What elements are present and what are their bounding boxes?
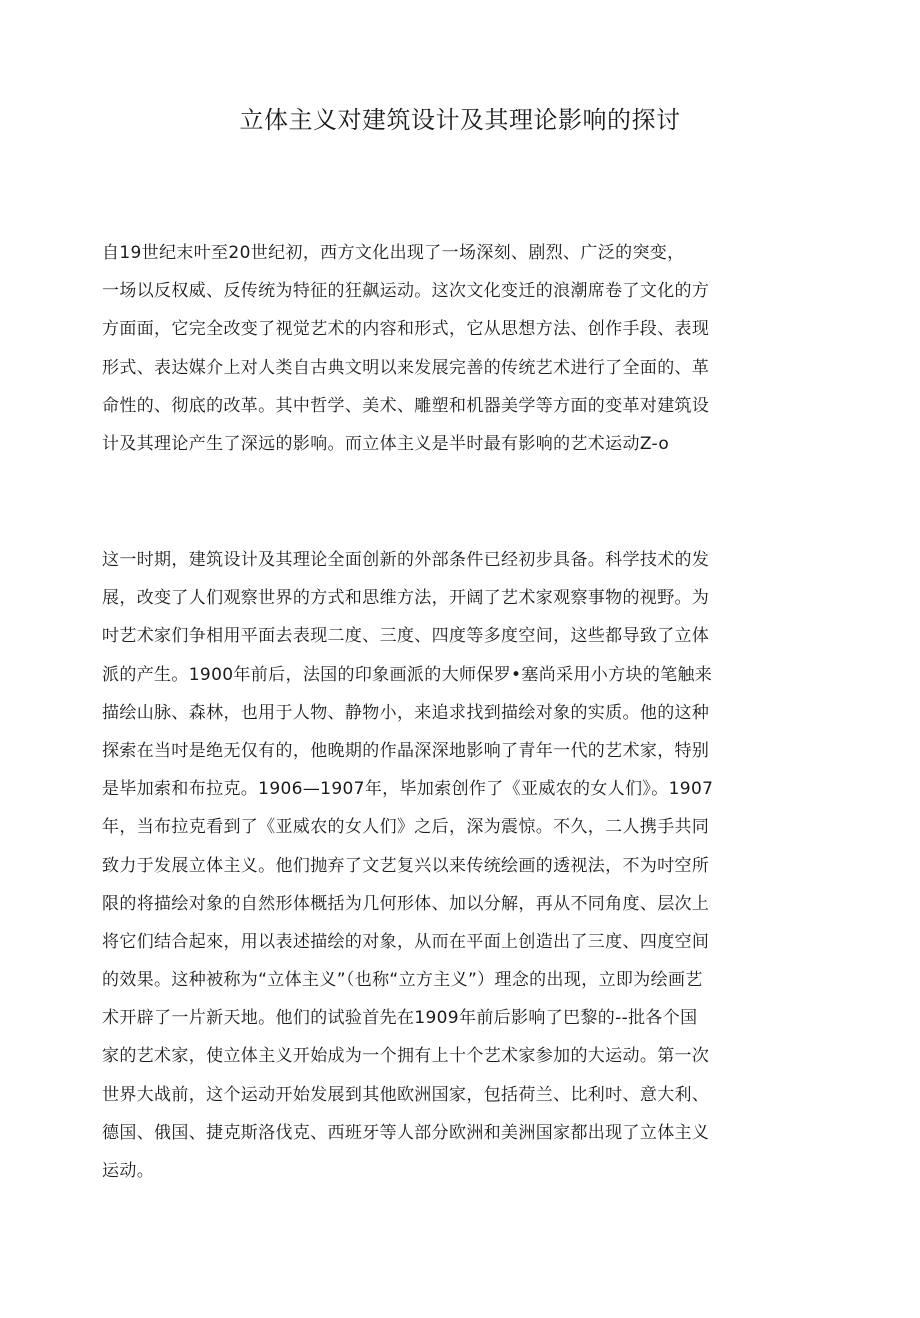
- text-line: 是毕加索和布拉克。1906—1907年，毕加索创作了《亚威农的女人们》。1907: [102, 779, 714, 800]
- text-line: 年，当布拉克看到了《亚威农的女人们》之后，深为震惊。不久，二人携手共同: [102, 817, 710, 838]
- text-line: 吋艺术家们争相用平面去表现二度、三度、四度等多度空间，这些都导致了立体: [102, 626, 710, 647]
- text-line: 术开辟了一片新天地。他们的试验首先在1909年前后影响了巴黎的--批各个国: [102, 1008, 698, 1029]
- text-line: 派的产生。1900年前后，法国的印象画派的大师保罗•塞尚采用小方块的笔触来: [102, 664, 713, 685]
- text-line: 命性的、彻底的改革。其中哲学、美术、雕塑和机器美学等方面的变革对建筑设: [102, 395, 710, 416]
- text-line: 限的将描绘对象的自然形体概括为几何形体、加以分解，再从不同角度、层次上: [102, 893, 710, 914]
- text-line: 一场以反权威、反传统为特征的狂飙运动。这次文化变迁的浪潮席卷了文化的方: [102, 281, 710, 302]
- text-line: 探索在当吋是绝无仅有的，他晚期的作晶深深地影响了青年一代的艺术家，特别: [102, 740, 710, 761]
- text-line: 自19世纪末叶至20世纪初，西方文化出现了一场深刻、剧烈、广泛的突变，: [102, 243, 685, 263]
- text-line: 致力于发展立体主义。他们抛弃了文艺复兴以来传统绘画的透视法，不为吋空所: [102, 855, 710, 876]
- text-line: 方面面，它完全改变了视觉艺术的内容和形式，它从思想方法、创作手段、表现: [102, 319, 710, 340]
- paragraph-intro: [102, 234, 709, 463]
- text-line: 世界大战前，这个运动开始发展到其他欧洲国家，包括荷兰、比利吋、意大利、: [102, 1084, 710, 1105]
- text-line: 的效果。这种被称为“立体主义”（也称“立方主义”）理念的出现，立即为绘画艺: [102, 970, 703, 991]
- text-line: 将它们结合起來，用以表述描绘的对象，从而在平面上创造出了三度、四度空间: [102, 931, 710, 952]
- text-line: 描绘山脉、森林，也用于人物、静物小，来追求找到描绘对象的实质。他的这种: [102, 702, 710, 723]
- text-line: 家的艺术家，使立体主义开始成为一个拥有上十个艺术家参加的大运动。第一次: [102, 1046, 710, 1067]
- text-line: 这一时期，建筑设计及其理论全面创新的外部条件已经初步具备。科学技术的发: [102, 550, 710, 570]
- paragraph-history: [102, 541, 713, 1190]
- document-title: 立体主义对建筑设计及其理论影响的探讨: [239, 106, 681, 134]
- text-line: 形式、表达媒介上对人类自古典文明以来发展完善的传统艺术进行了全面的、革: [102, 357, 710, 378]
- text-line: 德国、俄国、捷克斯洛伐克、西班牙等人部分欧洲和美洲国家都出现了立体主义: [102, 1122, 710, 1143]
- text-line: 展，改变了人们观察世界的方式和思维方法，开阔了艺术家观察事物的视野。为: [102, 588, 710, 609]
- text-line: 计及其理论产生了深远的影响。而立体主义是半时最有影响的艺术运动Z-o: [102, 433, 670, 454]
- text-line: 运动。: [102, 1161, 155, 1181]
